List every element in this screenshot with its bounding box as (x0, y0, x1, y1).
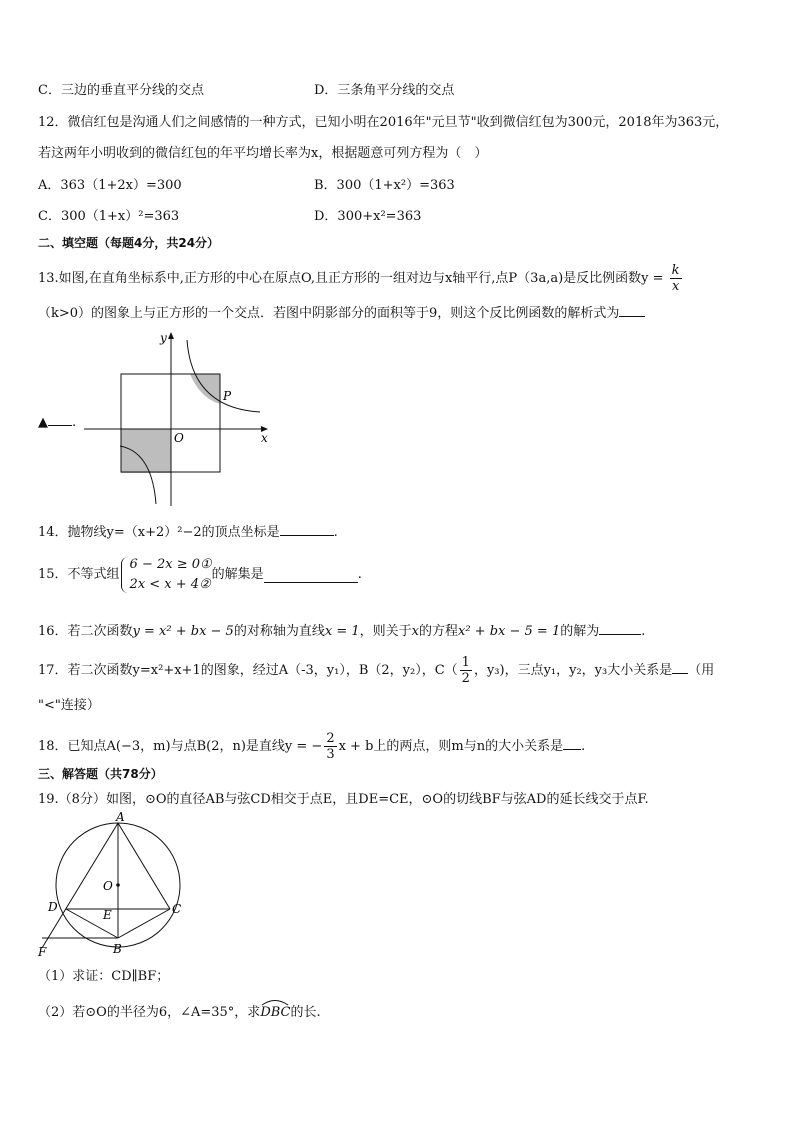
q12-option-b: B．300（1+x²）=363 (314, 178, 455, 193)
q19-figure (32, 812, 192, 962)
q16 (38, 620, 645, 641)
q18-frac-num: 2 (326, 731, 335, 746)
q15-ineq1: 6 − 2x ≥ 0① (129, 557, 212, 572)
q11-option-c: C．三边的垂直平分线的交点 (38, 83, 204, 98)
q15-system (120, 555, 212, 595)
q16-p1: 16．若二次函数 (38, 624, 133, 639)
q16-answer-blank (599, 620, 641, 635)
q16-end: . (641, 624, 646, 639)
q19-part2 (38, 1004, 321, 1022)
q13-text2: （k>0）的图象上与正方形的一个交点．若图中阴影部分的面积等于9，则这个反比例函数的解析式为 (38, 306, 620, 321)
q18-frac-den: 3 (326, 747, 335, 762)
q17-p3: （用 (688, 663, 715, 678)
q15 (38, 555, 362, 595)
q17-frac-num: 1 (461, 655, 470, 670)
q16-expr1: y = x² + bx − 5 (132, 624, 234, 639)
q15-ineq2: 2x < x + 4② (129, 577, 211, 592)
label-o2: O (103, 879, 113, 893)
q13-answer-blank2 (48, 411, 72, 426)
q16-p4: 的方程 (418, 624, 458, 639)
q16-p5: 的解为 (560, 624, 600, 639)
q14-end: . (333, 525, 338, 540)
q13-frac-num: k (671, 263, 680, 278)
q12-line1: 12．微信红包是沟通人们之间感情的一种方式，已知小明在2016年"元旦节"收到微信红包为300元，2018年为363元， (38, 115, 729, 130)
q15-suffix: 的解集是 (211, 567, 264, 582)
label-a: A (116, 812, 125, 824)
label-c: C (172, 902, 182, 916)
q14 (38, 521, 338, 542)
chord-ac (118, 823, 170, 909)
q13-frac-den: x (671, 279, 680, 294)
label-p: P (223, 389, 232, 403)
q13-line2 (38, 302, 645, 323)
y-axis-arrow (168, 332, 174, 339)
q13-figure (80, 328, 280, 508)
q13-text: 13.如图,在直角坐标系中,正方形的中心在原点O,且正方形的一组对边与x轴平行,点P（3a,a)是反比例函数y = (38, 271, 664, 286)
label-f: F (38, 945, 47, 959)
q17-p1: 17．若二次函数y=x²+x+1的图象，经过A（-3，y₁），B（2，y₂），C（ (38, 663, 458, 678)
q11-option-d: D．三条角平分线的交点 (314, 83, 455, 98)
q12-line2: 若这两年小明收到的微信红包的年平均增长率为x，根据题意可列方程为（ ） (38, 146, 488, 161)
q16-expr3: x (411, 624, 419, 639)
label-x: x (261, 431, 268, 445)
q17-answer-blank (672, 659, 688, 674)
q13-answer-blank (619, 302, 645, 317)
q16-p2: 的对称轴为直线 (233, 624, 325, 639)
q15-prefix: 15．不等式组 (38, 567, 120, 582)
label-d: D (48, 900, 58, 914)
q12-option-a: A．363（1+2x）=300 (38, 178, 182, 193)
q19-arc-dbc (260, 1004, 290, 1022)
q17-frac-den: 2 (461, 671, 470, 686)
q19-part2-b: 的长. (290, 1005, 321, 1020)
q19-part1: （1）求证：CD∥BF； (38, 969, 170, 984)
center-dot (116, 883, 120, 887)
q19-part2-a: （2）若⊙O的半径为6，∠A=35°，求 (38, 1005, 261, 1020)
q16-expr2: x = 1 (324, 624, 360, 639)
q15-answer-blank (264, 568, 358, 583)
q17-line1 (38, 655, 714, 686)
q13-shade-bottom-left (121, 429, 171, 473)
q13-answer-mark: ▲ (38, 415, 48, 430)
arc-symbol-icon (260, 998, 290, 1006)
q13-answer-line (38, 411, 76, 432)
label-o: O (174, 431, 184, 445)
q18-p2: x + b上的两点，则m与n的大小关系是 (338, 739, 564, 754)
label-b: B (113, 942, 122, 956)
q16-expr4: x² + bx − 5 = 1 (458, 624, 561, 639)
q13-line1 (38, 263, 684, 294)
q18-fraction (324, 731, 336, 762)
q15-end: . (357, 567, 362, 582)
section-fill-in-heading: 二、填空题（每题4分，共24分） (38, 236, 220, 250)
q13-period: . (72, 415, 77, 430)
q17-p2: ，y₃)，三点y₁，y₂，y₃大小关系是 (473, 663, 673, 678)
chord-bc (118, 909, 170, 938)
q19-arc-label: DBC (260, 1005, 291, 1020)
q18-answer-blank (563, 735, 581, 750)
q18-end: . (581, 739, 586, 754)
section-answer-heading: 三、解答题（共78分） (38, 767, 163, 781)
q17-line2: "<"连接） (38, 698, 100, 713)
q14-text: 14．抛物线y=（x+2）²−2的顶点坐标是 (38, 525, 280, 540)
label-y: y (160, 331, 167, 345)
q18 (38, 731, 585, 762)
q17-fraction (460, 655, 472, 686)
q13-fraction (670, 263, 682, 294)
label-e: E (103, 908, 112, 922)
q19-line1: 19.（8分）如图，⊙O的直径AB与弦CD相交于点E，且DE=CE，⊙O的切线BF与弦AD的延长线交于点F. (38, 792, 649, 807)
q14-answer-blank (280, 521, 334, 536)
q12-option-d: D．300+x²=363 (314, 209, 422, 224)
q18-p1: 18．已知点A(−3，m)与点B(2，n)是直线y = − (38, 739, 323, 754)
q12-option-c: C．300（1+x）²=363 (38, 209, 180, 224)
q16-p3: ，则关于 (359, 624, 412, 639)
